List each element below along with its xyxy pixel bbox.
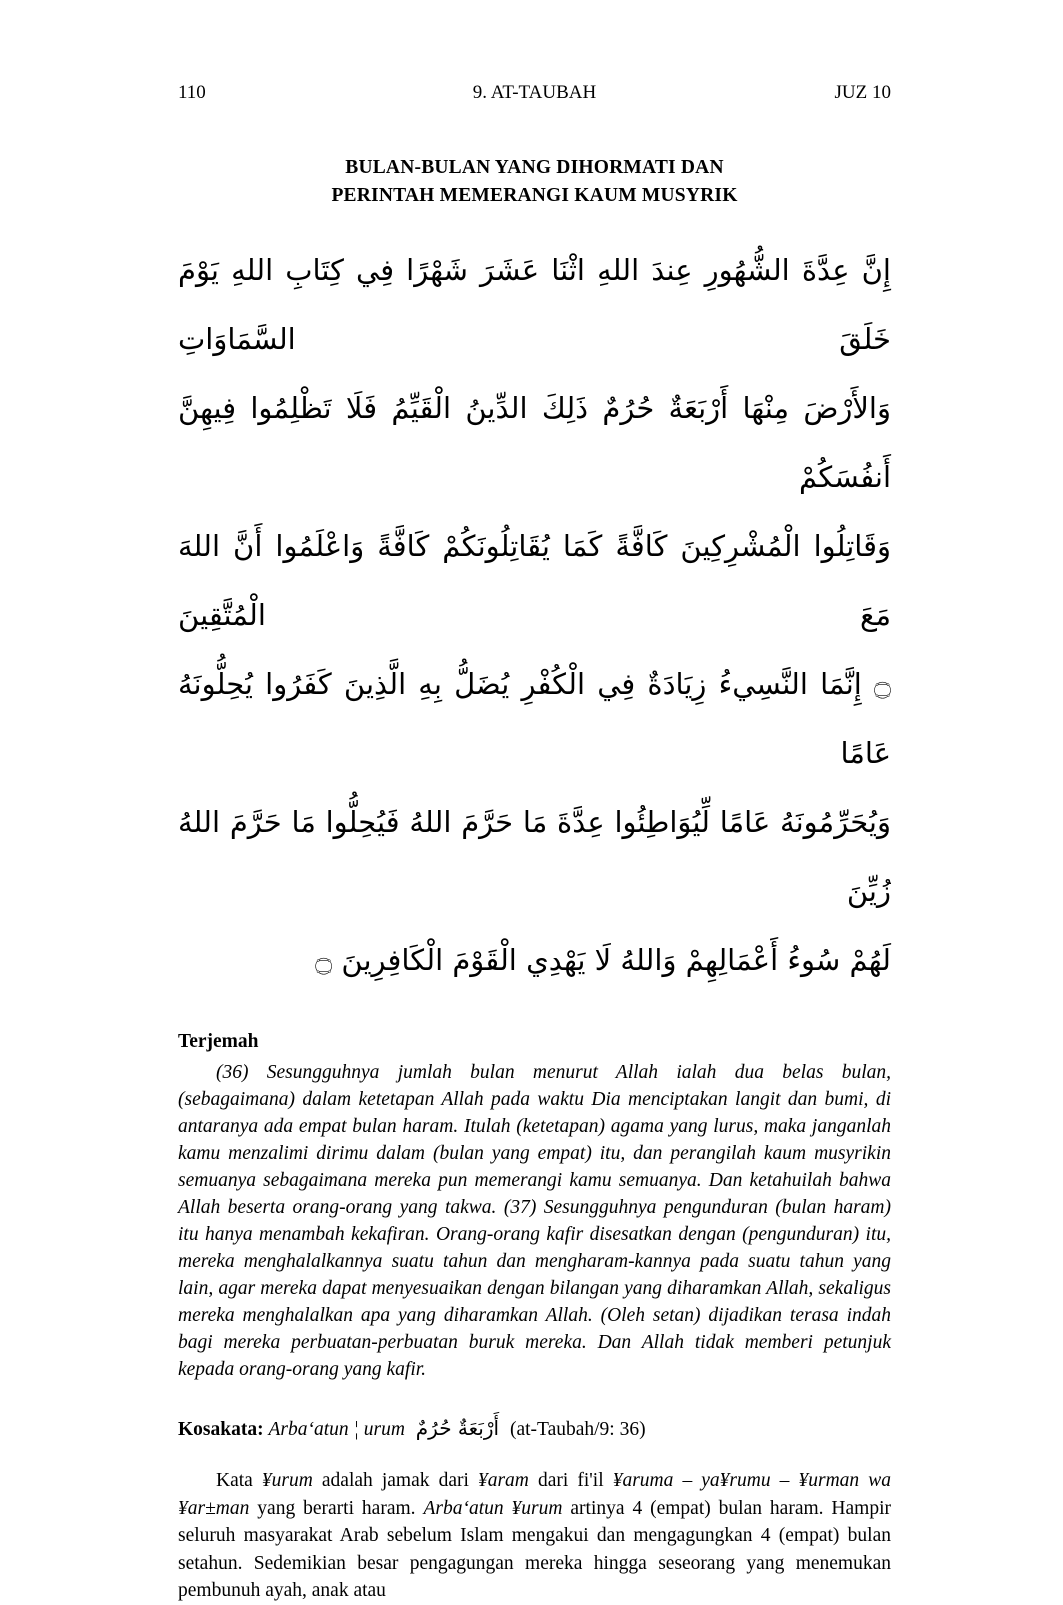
juz-label: JUZ 10 (834, 82, 891, 103)
arabic-verse-line: إِنَّ عِدَّةَ الشُّهُورِ عِندَ اللهِ اثْنَا عَشَرَ شَهْرًا فِي كِتَابِ اللهِ يَوْمَ خَلَقَ السَّمَاوَاتِ (178, 253, 891, 356)
kosakata-arabic-term: أَرْبَعَةٌ حُرُمٌ (415, 1416, 500, 1440)
kosakata-label: Kosakata: (178, 1419, 264, 1440)
arabic-verse-line: وَيُحَرِّمُونَهُ عَامًا لِّيُوَاطِئُوا عِدَّةَ مَا حَرَّمَ اللهُ فَيُحِلُّوا مَا حَرَّمَ اللهُ زُيِّنَ (178, 805, 891, 908)
kosakata-term: Arba‘atun ¦ urum (268, 1419, 405, 1440)
section-title-line1: BULAN-BULAN YANG DIHORMATI DAN (345, 157, 724, 178)
page-header (178, 82, 891, 104)
quran-verses-block (178, 236, 891, 995)
kata-hurum-paragraph: Kata ¥urum adalah jamak dari ¥aram dari fi'il ¥aruma – ya¥rumu – ¥urman wa ¥ar±man yang berarti haram. Arba‘atun ¥urum artinya 4 (empat) bulan haram. Hampir seluruh masyarakat Arab sebelum Islam mengakui dan mengagungkan 4 (empat) bulan setahun. Sedemikian besar pengagungan mereka hingga seseorang yang menemukan pembunuh ayah, anak atau (178, 1470, 892, 1601)
arabic-verse-line: وَقَاتِلُوا الْمُشْرِكِينَ كَافَّةً كَمَا يُقَاتِلُونَكُمْ كَافَّةً وَاعْلَمُوا أَنَّ اللهَ مَعَ الْمُتَّقِينَ (178, 529, 891, 632)
kosakata-line (178, 1415, 891, 1443)
page-number: 110 (178, 82, 206, 103)
kosakata-reference: (at-Taubah/9: 36) (509, 1419, 646, 1440)
running-title: 9. AT-TAUBAH (472, 82, 597, 103)
terjemah-heading: Terjemah (178, 1031, 259, 1052)
section-title-line2: PERINTAH MEMERANGI KAUM MUSYRIK (331, 185, 738, 206)
section-title (178, 154, 891, 210)
arabic-verse-line: لَهُمْ سُوءُ أَعْمَالِهِمْ وَاللهُ لَا يَهْدِي الْقَوْمَ الْكَافِرِينَ ۝ (315, 943, 891, 977)
terjemah-paragraph: (36) Sesungguhnya jumlah bulan menurut Allah ialah dua belas bulan, (sebagaimana) dalam ketetapan Allah pada waktu Dia menciptakan langit dan bumi, di antaranya ada empat bulan haram. Itulah (ketetapan) agama yang lurus, maka janganlah kamu menzalimi dirimu dalam (bulan yang empat) itu, dan perangilah kaum musyrikin semuanya sebagaimana mereka pun memerangi kamu semuanya. Dan ketahuilah bahwa Allah beserta orang-orang yang takwa. (37) Sesungguhnya pengunduran (bulan haram) itu hanya menambah kekafiran. Orang-orang kafir disesatkan dengan (pengunduran) itu, mereka menghalalkannya suatu tahun dan mengharam-kannya pada suatu tahun yang lain, agar mereka dapat menyesuaikan dengan bilangan yang diharamkan Allah, sekaligus mereka menghalalkan apa yang diharamkan Allah. (Oleh setan) dijadikan terasa indah bagi mereka perbuatan-perbuatan buruk mereka. Dan Allah tidak memberi petunjuk kepada orang-orang yang kafir. (178, 1062, 891, 1380)
arabic-verse-line: ۝ إِنَّمَا النَّسِيءُ زِيَادَةٌ فِي الْكُفْرِ يُضَلُّ بِهِ الَّذِينَ كَفَرُوا يُحِلُّونَهُ عَامًا (178, 667, 891, 770)
arabic-verse-line: وَالأَرْضَ مِنْهَا أَرْبَعَةٌ حُرُمٌ ذَلِكَ الدِّينُ الْقَيِّمُ فَلَا تَظْلِمُوا فِيهِنَّ أَنفُسَكُمْ (178, 391, 891, 494)
